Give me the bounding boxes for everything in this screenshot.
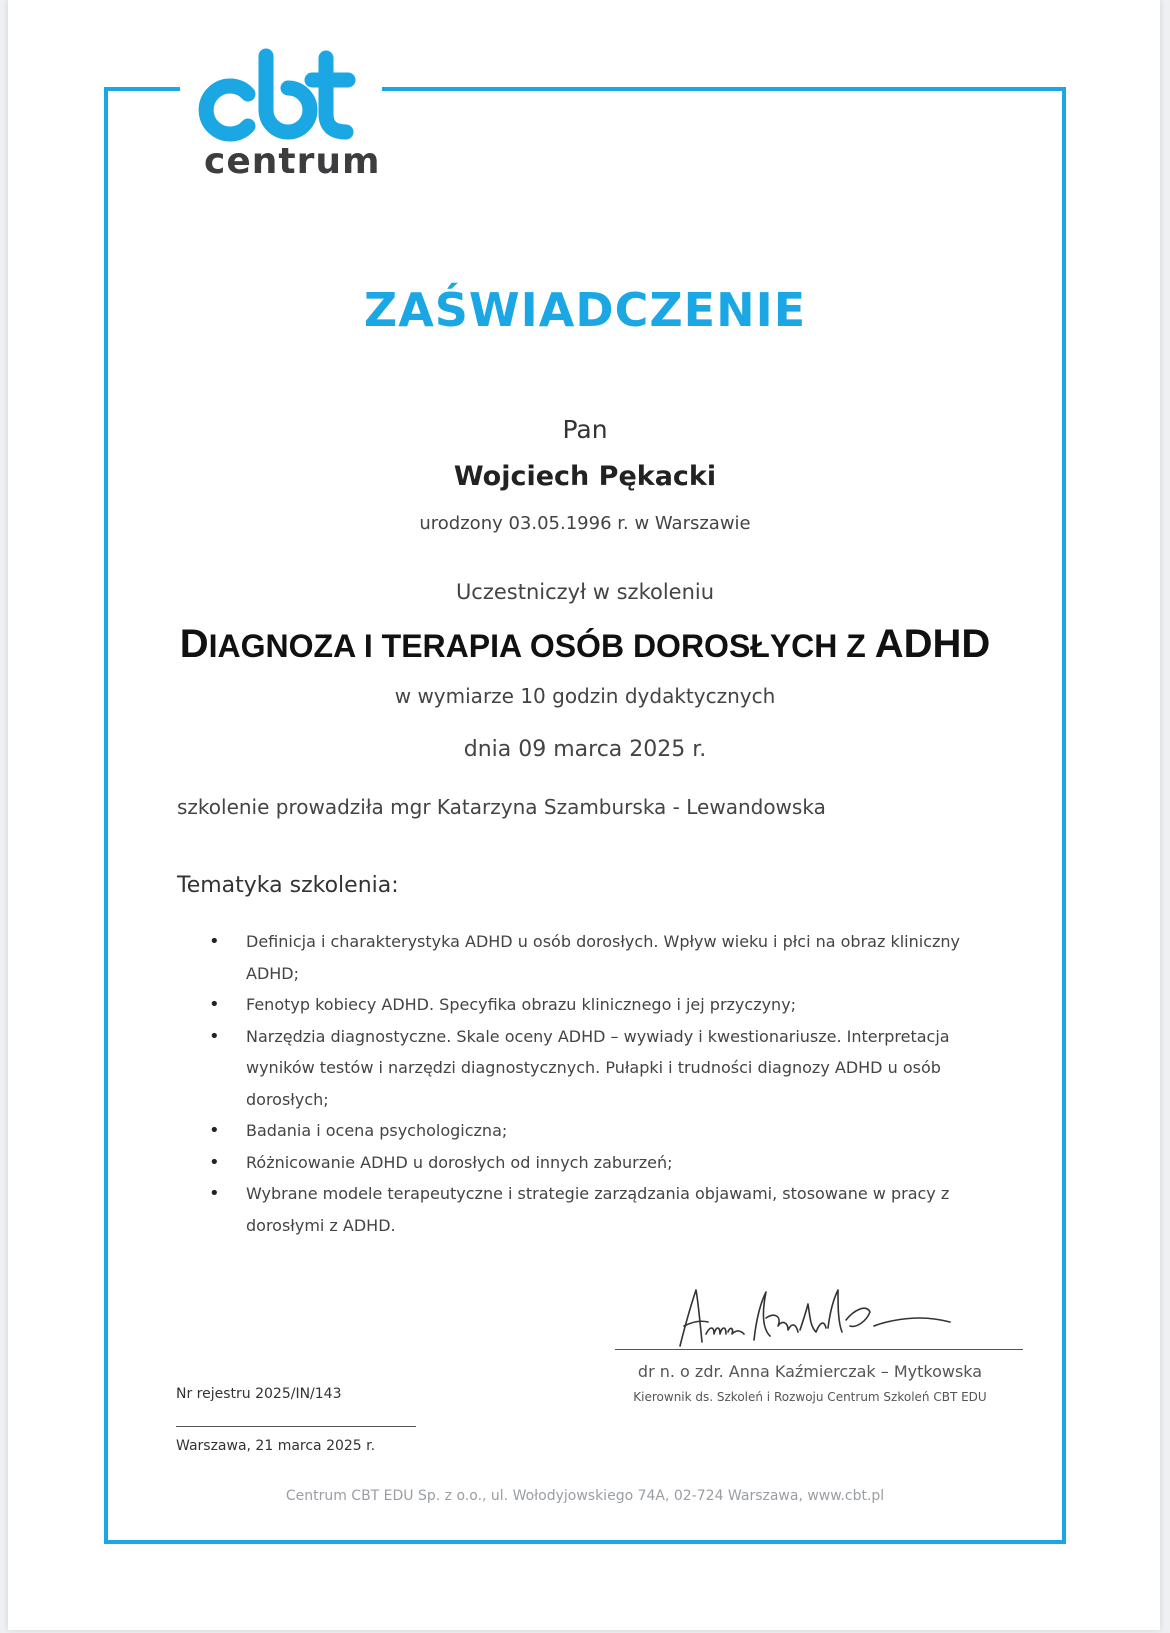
list-item: • Fenotyp kobiecy ADHD. Specyfika obrazu klinicznego i jej przyczyny; (177, 989, 997, 1021)
course-title-acronym: ADHD (874, 622, 991, 666)
place-date-line (176, 1426, 416, 1427)
footer-address: Centrum CBT EDU Sp. z o.o., ul. Wołodyjowskiego 74A, 02-724 Warszawa, www.cbt.pl (285, 1488, 885, 1504)
register-number: Nr rejestru 2025/IN/143 (176, 1386, 342, 1402)
salutation: Pan (562, 415, 608, 444)
list-item: • Definicja i charakterystyka ADHD u osób dorosłych. Wpływ wieku i płci na obraz kliniczny ADHD; (177, 926, 997, 989)
cbt-logo-icon (196, 46, 366, 146)
list-item: • Badania i ocena psychologiczna; (177, 1115, 997, 1147)
birth-info: urodzony 03.05.1996 r. w Warszawie (419, 513, 751, 534)
course-date: dnia 09 marca 2025 r. (463, 737, 707, 762)
topics-heading: Tematyka szkolenia: (177, 873, 399, 898)
course-title (0, 622, 1170, 668)
list-item: • Narzędzia diagnostyczne. Skale oceny ADHD – wywiady i kwestionariusze. Interpretacja wyników testów i narzędzi diagnostycznych. Pułapki i trudności diagnozy ADHD u osób dorosłych; (177, 1021, 997, 1116)
place-and-date: Warszawa, 21 marca 2025 r. (176, 1438, 376, 1454)
course-hours: w wymiarze 10 godzin dydaktycznych (394, 684, 776, 708)
list-item: • Wybrane modele terapeutyczne i strategie zarządzania objawami, stosowane w pracy z dorosłymi z ADHD. (177, 1178, 997, 1241)
handwritten-signature (670, 1282, 970, 1352)
signature-line (615, 1349, 1023, 1350)
signer-name: dr n. o zdr. Anna Kaźmierczak – Mytkowska (637, 1362, 983, 1381)
signer-role: Kierownik ds. Szkoleń i Rozwoju Centrum Szkoleń CBT EDU (633, 1390, 987, 1404)
course-title-body: IAGNOZA I TERAPIA OSÓB DOROSŁYCH Z (208, 628, 875, 664)
person-name: Wojciech Pękacki (453, 461, 717, 492)
logo-wordmark: centrum (204, 141, 381, 182)
instructor-info: szkolenie prowadziła mgr Katarzyna Szamburska - Lewandowska (177, 795, 826, 819)
participation-statement: Uczestniczył w szkoleniu (455, 580, 715, 604)
certificate-title: ZAŚWIADCZENIE (363, 283, 807, 337)
course-title-initial: D (179, 622, 209, 666)
list-item: • Różnicowanie ADHD u dorosłych od innych zaburzeń; (177, 1147, 997, 1179)
topics-list (177, 926, 997, 1241)
